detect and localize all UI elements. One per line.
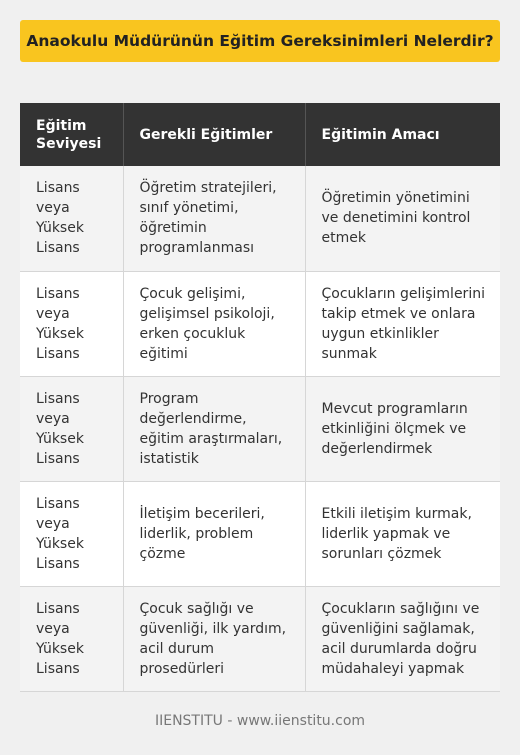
footer-credit: IIENSTITU - www.iienstitu.com (154, 713, 366, 729)
column-header-level: Eğitim Seviyesi (20, 103, 123, 166)
cell-required: İletişim becerileri, liderlik, problem çözme (123, 481, 305, 586)
cell-required: Program değerlendirme, eğitim araştırmaları, istatistik (123, 376, 305, 481)
page-title: Anaokulu Müdürünün Eğitim Gereksinimleri Nelerdir? (20, 20, 500, 62)
cell-required: Çocuk sağlığı ve güvenliği, ilk yardım, acil durum prosedürleri (123, 586, 305, 691)
table-row (20, 166, 500, 271)
cell-level: Lisans veya Yüksek Lisans (20, 586, 123, 691)
cell-required: Çocuk gelişimi, gelişimsel psikoloji, erken çocukluk eğitimi (123, 271, 305, 376)
education-table (20, 103, 500, 692)
cell-purpose: Öğretimin yönetimini ve denetimini kontrol etmek (305, 166, 500, 271)
table-row (20, 271, 500, 376)
table-row (20, 376, 500, 481)
table-row (20, 586, 500, 691)
cell-purpose: Mevcut programların etkinliğini ölçmek ve değerlendirmek (305, 376, 500, 481)
cell-purpose: Çocukların gelişimlerini takip etmek ve onlara uygun etkinlikler sunmak (305, 271, 500, 376)
cell-required: Öğretim stratejileri, sınıf yönetimi, öğretimin programlanması (123, 166, 305, 271)
cell-level: Lisans veya Yüksek Lisans (20, 376, 123, 481)
column-header-purpose: Eğitimin Amacı (305, 103, 500, 166)
cell-purpose: Çocukların sağlığını ve güvenliğini sağlamak, acil durumlarda doğru müdahaleyi yapmak (305, 586, 500, 691)
column-header-required: Gerekli Eğitimler (123, 103, 305, 166)
cell-purpose: Etkili iletişim kurmak, liderlik yapmak ve sorunları çözmek (305, 481, 500, 586)
cell-level: Lisans veya Yüksek Lisans (20, 481, 123, 586)
cell-level: Lisans veya Yüksek Lisans (20, 271, 123, 376)
table-row (20, 481, 500, 586)
table-header-row (20, 103, 500, 166)
cell-level: Lisans veya Yüksek Lisans (20, 166, 123, 271)
